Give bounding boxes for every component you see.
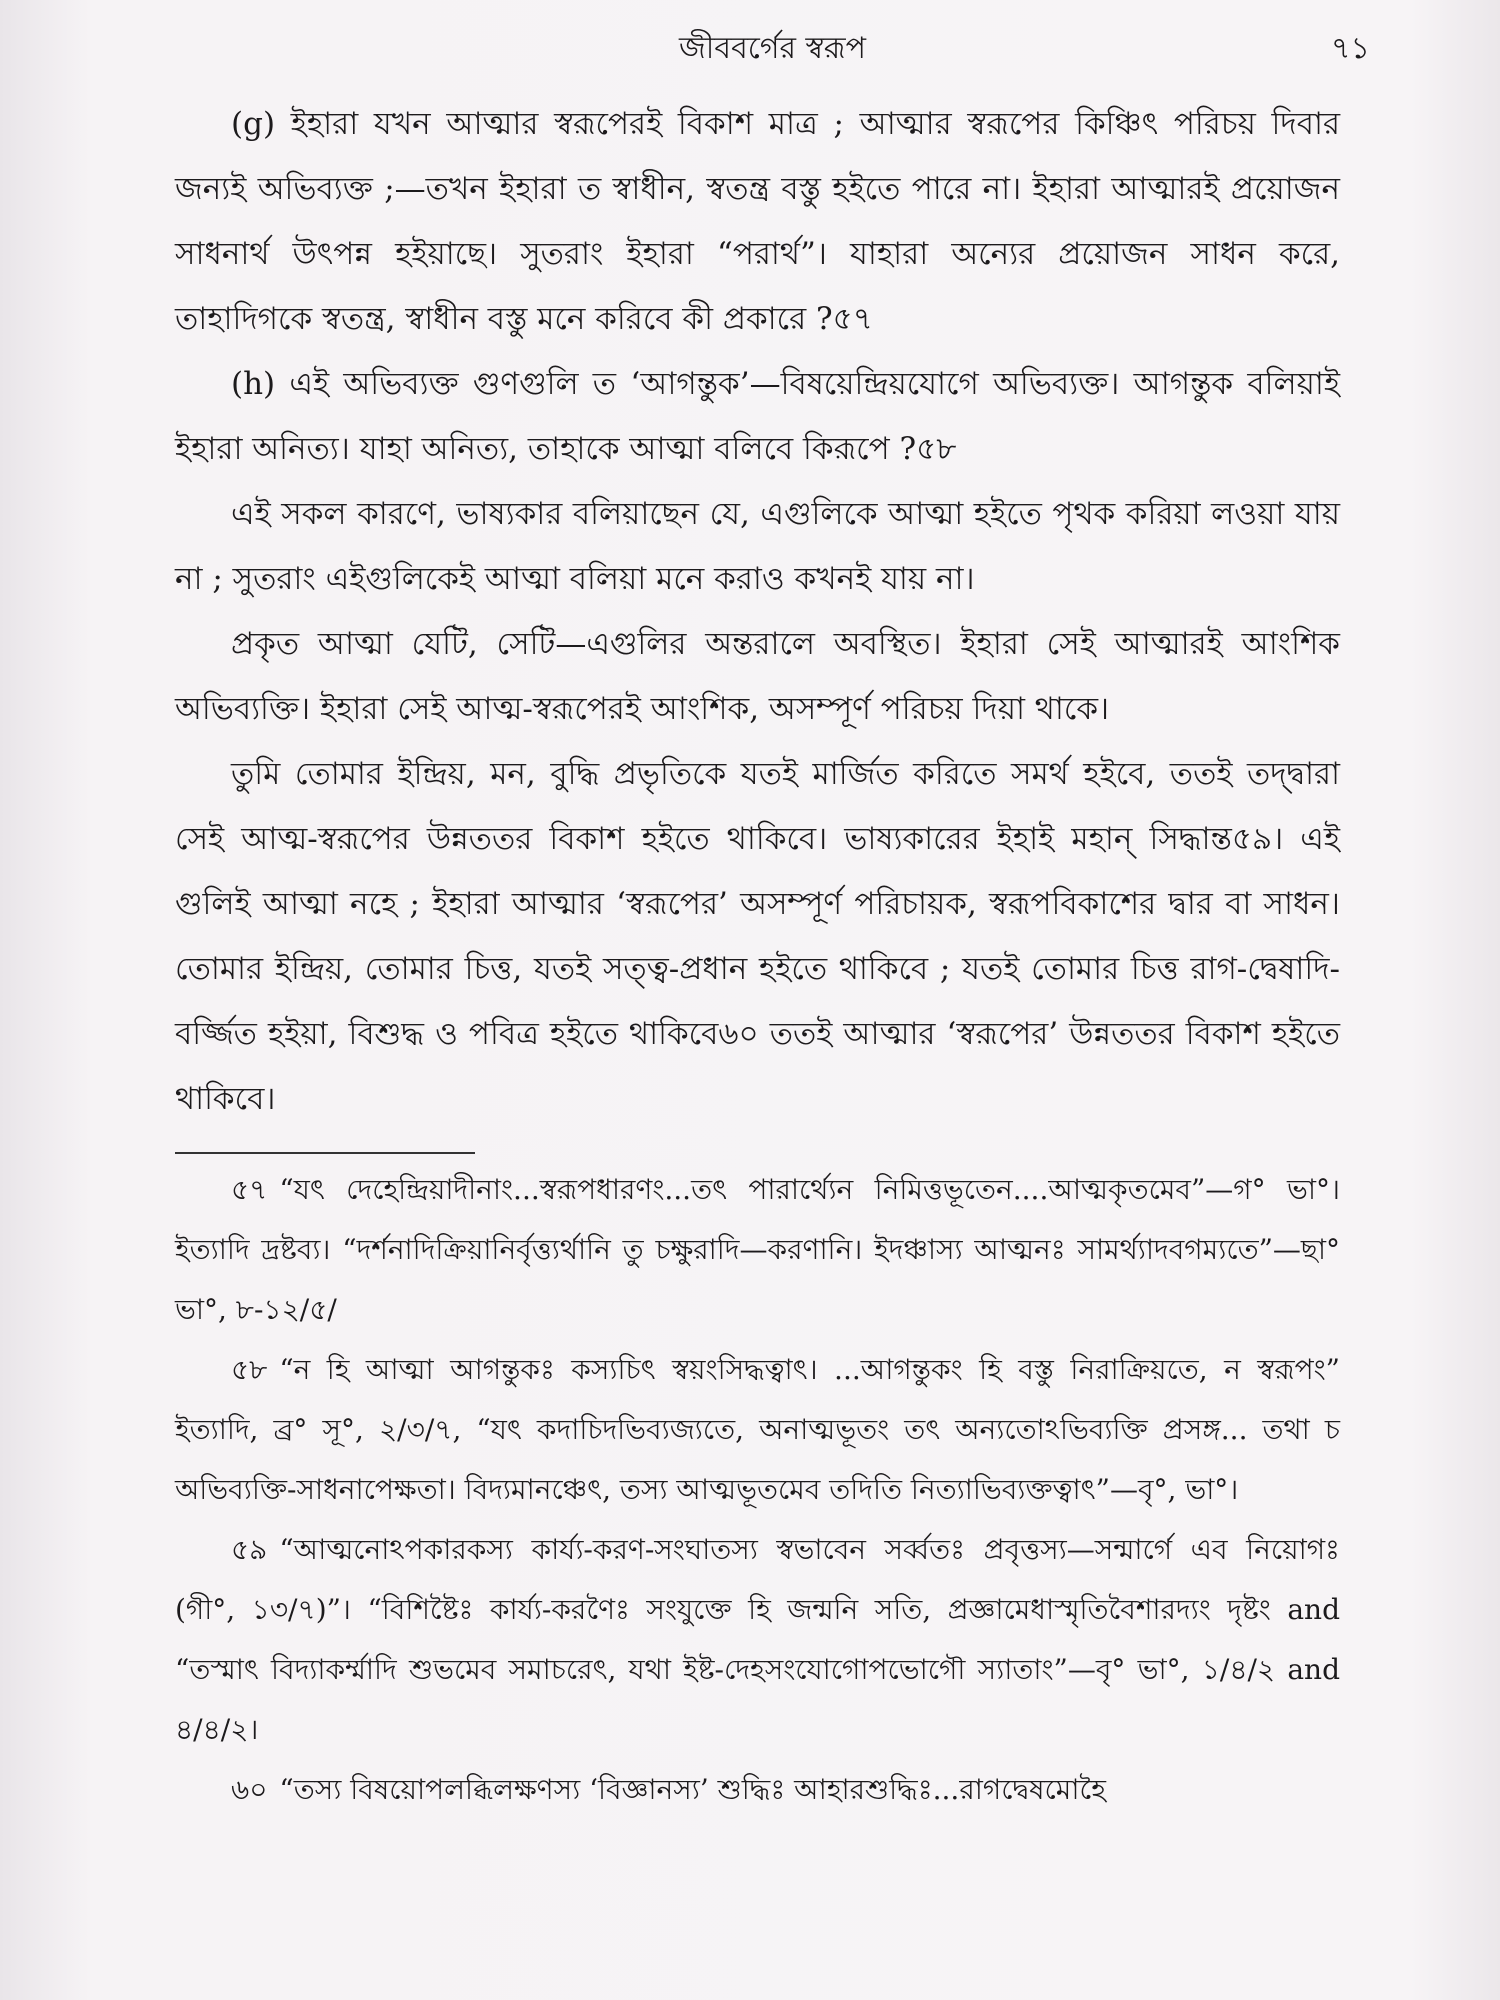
footnote-number: ৬০ (231, 1773, 268, 1806)
footnote-60 (175, 1760, 1340, 1820)
footnote-59 (175, 1520, 1340, 1760)
footnote-divider (175, 1152, 475, 1154)
footnote-text: “তস্য বিষয়োপলব্ধিলক্ষণস্য ‘বিজ্ঞানস্য’ শুদ্ধিঃ আহারশুদ্ধিঃ...রাগদ্বেষমোহৈ (279, 1773, 1106, 1806)
footnote-58 (175, 1340, 1340, 1520)
page-body (175, 92, 1340, 1820)
paragraph-h: (h) এই অভিব্যক্ত গুণগুলি ত ‘আগন্তুক’—বিষয়েন্দ্রিয়যোগে অভিব্যক্ত। আগন্তুক বলিয়াই ইহারা অনিত্য। যাহা অনিত্য, তাহাকে আত্মা বলিবে কিরূপে ?৫৮ (175, 366, 1340, 467)
footnote-text: “যৎ দেহেন্দ্রিয়াদীনাং...স্বরূপধারণং...তৎ পারার্থ্যেন নিমিত্তভূতেন....আত্মকৃতমেব”—গ° ভা°। ইত্যাদি দ্রষ্টব্য। “দর্শনাদিক্রিয়ানির্বৃত্ত্যর্থানি তু চক্ষুরাদি—করণানি। ইদঞ্চাস্য আত্মনঃ সামর্থ্যাদবগম্যতে”—ছা° ভা°, ৮-১২/৫/ (175, 1173, 1340, 1326)
footnote-57 (175, 1160, 1340, 1340)
running-header (175, 14, 1370, 74)
page-number: ৭১ (1331, 31, 1370, 66)
footnote-text: “ন হি আত্মা আগন্তুকঃ কস্যচিৎ স্বয়ংসিদ্ধত্বাৎ। ...আগন্তুকং হি বস্তু নিরাক্রিয়তে, ন স্বরূপং” ইত্যাদি, ব্র° সূ°, ২/৩/৭, “যৎ কদাচিদভিব্যজ্যতে, অনাত্মভূতং তৎ অন্যতোঽভিব্যক্তি প্রসঙ্গ... তথা চ অভিব্যক্তি-সাধনাপেক্ষতা। বিদ্যমানঞ্চেৎ, তস্য আত্মভূতমেব তদিতি নিত্যাভিব্যক্তত্বাৎ”—বৃ°, ভা°। (175, 1353, 1340, 1506)
footnote-text: “আত্মনোঽপকারকস্য কার্য্য-করণ-সংঘাতস্য স্বভাবেন সর্ব্বতঃ প্রবৃত্তস্য—সন্মার্গে এব নিয়োগঃ (গী°, ১৩/৭)”। “বিশিষ্টৈঃ কার্য্য-করণৈঃ সংযুক্তে হি জন্মনি সতি, প্রজ্ঞামেধাস্মৃতিবৈশারদ্যং দৃষ্টং and “তস্মাৎ বিদ্যাকর্ম্মাদি শুভমেব সমাচরেৎ, যথা ইষ্ট-দেহসংযোগোপভোগৌ স্যাতাং”—বৃ° ভা°, ১/৪/২ and ৪/৪/২। (175, 1533, 1340, 1746)
footnote-number: ৫৮ (231, 1353, 268, 1386)
running-title: জীববর্গের স্বরূপ (678, 31, 867, 66)
footnote-number: ৫৯ (231, 1533, 268, 1566)
paragraph-g: (g) ইহারা যখন আত্মার স্বরূপেরই বিকাশ মাত্র ; আত্মার স্বরূপের কিঞ্চিৎ পরিচয় দিবার জন্যই অভিব্যক্ত ;—তখন ইহারা ত স্বাধীন, স্বতন্ত্র বস্তু হইতে পারে না। ইহারা আত্মারই প্রয়োজন সাধনার্থ উৎপন্ন হইয়াছে। সুতরাং ইহারা “পরার্থ”। যাহারা অন্যের প্রয়োজন সাধন করে, তাহাদিগকে স্বতন্ত্র, স্বাধীন বস্তু মনে করিবে কী প্রকারে ?৫৭ (175, 106, 1340, 337)
paragraph-true-self: প্রকৃত আত্মা যেটি, সেটি—এগুলির অন্তরালে অবস্থিত। ইহারা সেই আত্মারই আংশিক অভিব্যক্তি। ইহারা সেই আত্ম-স্বরূপেরই আংশিক, অসম্পূর্ণ পরিচয় দিয়া থাকে। (175, 626, 1340, 727)
paragraph-reasons: এই সকল কারণে, ভাষ্যকার বলিয়াছেন যে, এগুলিকে আত্মা হইতে পৃথক করিয়া লওয়া যায় না ; সুতরাং এইগুলিকেই আত্মা বলিয়া মনে করাও কখনই যায় না। (175, 496, 1340, 597)
paragraph-refinement: তুমি তোমার ইন্দ্রিয়, মন, বুদ্ধি প্রভৃতিকে যতই মার্জিত করিতে সমর্থ হইবে, ততই তদ্দ্বারা সেই আত্ম-স্বরূপের উন্নততর বিকাশ হইতে থাকিবে। ভাষ্যকারের ইহাই মহান্ সিদ্ধান্ত৫৯। এই গুলিই আত্মা নহে ; ইহারা আত্মার ‘স্বরূপের’ অসম্পূর্ণ পরিচায়ক, স্বরূপবিকাশের দ্বার বা সাধন। তোমার ইন্দ্রিয়, তোমার চিত্ত, যতই সত্ত্ব-প্রধান হইতে থাকিবে ; যতই তোমার চিত্ত রাগ-দ্বেষাদি-বর্জ্জিত হইয়া, বিশুদ্ধ ও পবিত্র হইতে থাকিবে৬০ ততই আত্মার ‘স্বরূপের’ উন্নততর বিকাশ হইতে থাকিবে। (175, 756, 1340, 1117)
footnote-number: ৫৭ (231, 1173, 268, 1206)
